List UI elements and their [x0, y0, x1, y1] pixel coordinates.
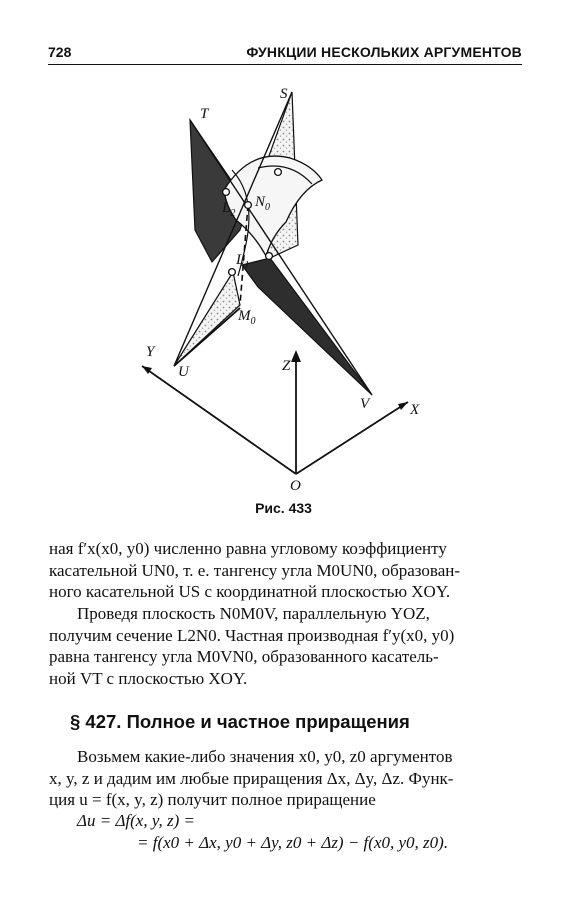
figure-caption: Рис. 433 — [255, 500, 312, 516]
p2-line-1: Проведя плоскость N0M0V, параллельную YOZ, — [77, 604, 430, 623]
label-y: Y — [146, 344, 155, 360]
paragraph-1 — [49, 538, 523, 603]
p2-line-4: ной VT с плоскостью XOY. — [49, 668, 248, 688]
p1-line-3: ного касательной US с координатной плоскостью XOY. — [49, 582, 451, 601]
label-u: U — [178, 364, 189, 380]
label-z: Z — [282, 358, 291, 374]
oy-axis-line — [142, 366, 296, 474]
point-l2 — [223, 189, 230, 196]
p3-line-3: ция u = f(x, y, z) получит полное приращение — [49, 790, 376, 809]
label-l2: $L_2$ — [222, 200, 236, 219]
label-n0: $N_0$ — [255, 194, 271, 213]
label-o: O — [290, 478, 301, 494]
formula-line-2: = f(x0 + Δx, y0 + Δy, z0 + Δz) − f(x0, y0, z0). — [137, 833, 449, 852]
plane-us-lower — [174, 272, 240, 366]
p1-line-2: касательной UN0, т. е. тангенсу угла M0UN0, образован- — [49, 560, 461, 580]
page-number: 728 — [48, 44, 72, 60]
point-l1 — [229, 269, 236, 276]
label-l1: $L_1$ — [236, 252, 250, 271]
section-title: § 427. Полное и частное приращения — [70, 711, 410, 732]
p1-line-1: ная f′x(x0, y0) численно равна угловому коэффициенту — [49, 539, 447, 558]
label-t: T — [200, 106, 209, 122]
p3-line-1: Возьмем какие-либо значения x0, y0, z0 аргументов — [77, 747, 453, 766]
label-s: S — [280, 86, 288, 102]
label-m0: $M_0$ — [238, 308, 256, 327]
label-v: V — [360, 396, 370, 412]
point-right — [266, 253, 273, 260]
p3-line-2: x, y, z и дадим им любые приращения Δx, Δy, Δz. Функ- — [49, 768, 454, 788]
z-arrowhead — [291, 350, 301, 362]
paragraph-2 — [49, 603, 523, 689]
formula-line-1: Δu = Δf(x, y, z) = — [77, 811, 195, 830]
ox-axis-line — [296, 402, 408, 474]
x-arrowhead — [398, 402, 408, 410]
p2-line-3: равна тангенсу угла M0VN0, образованного касатель- — [49, 647, 439, 666]
p2-line-2: получим сечение L2N0. Частная производная f′y(x0, y0) — [49, 625, 455, 645]
point-s-curve — [275, 169, 282, 176]
running-title: ФУНКЦИИ НЕСКОЛЬКИХ АРГУМЕНТОВ — [246, 44, 522, 60]
point-n0 — [245, 202, 252, 209]
paragraph-3 — [49, 746, 523, 811]
plane-vt-lower — [242, 258, 372, 395]
label-x: X — [410, 402, 420, 418]
